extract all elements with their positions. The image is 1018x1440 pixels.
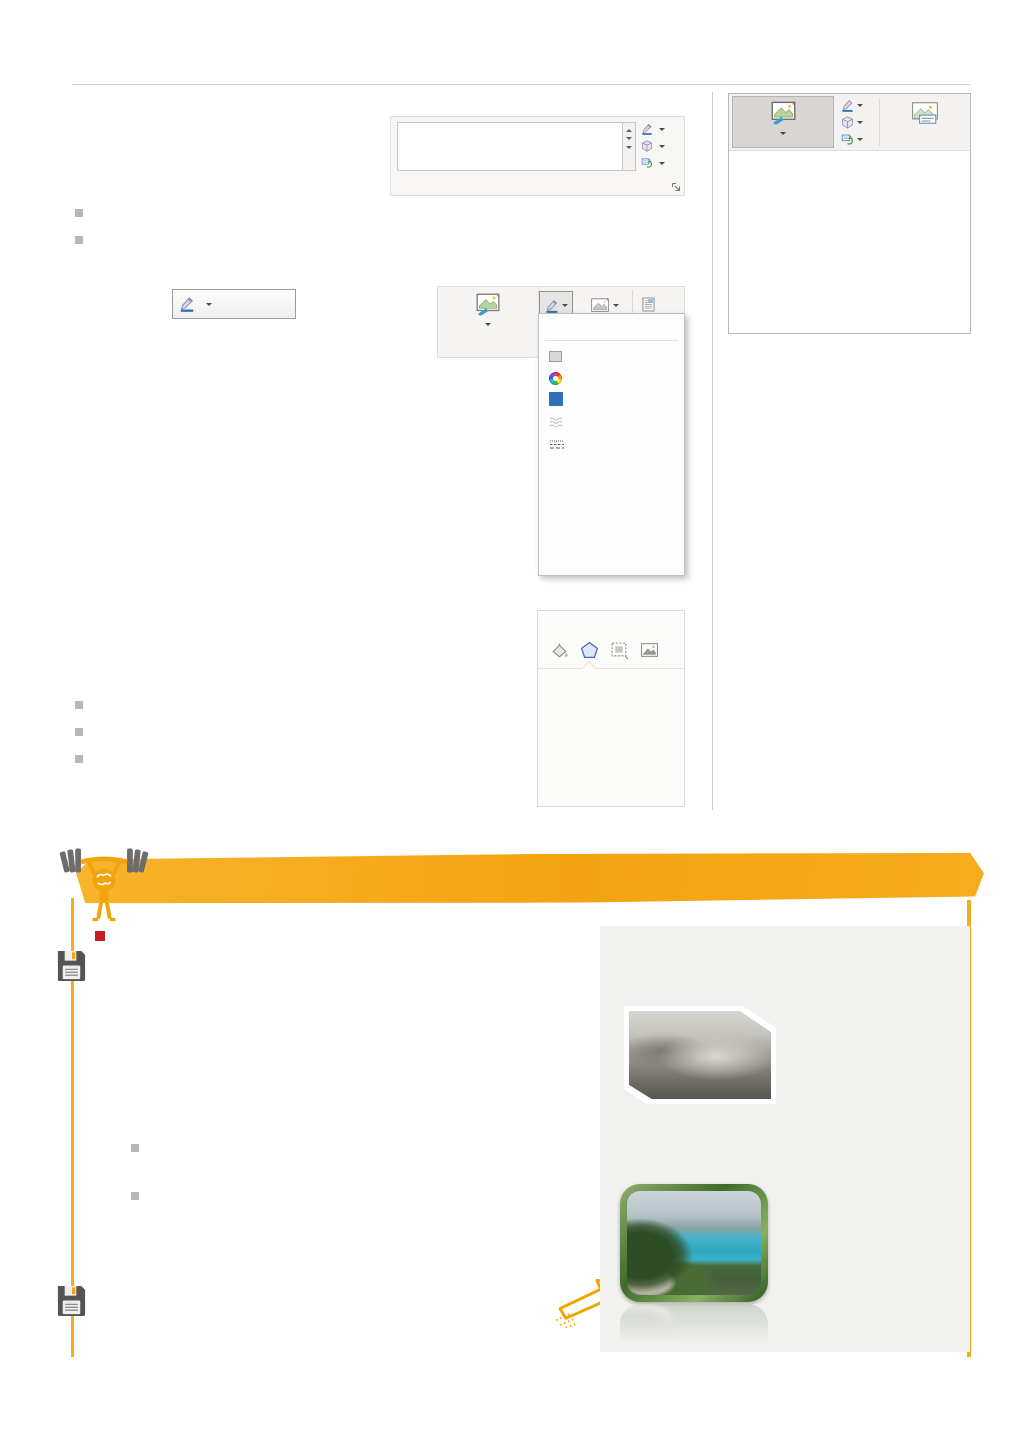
chevron-down-icon — [562, 304, 568, 310]
column-divider — [712, 92, 713, 810]
chevron-down-icon — [659, 162, 665, 168]
bildlayout-ribbon-button[interactable] — [641, 155, 665, 171]
photo-image — [629, 1011, 771, 1099]
chevron-down-icon — [206, 303, 212, 309]
gallery-more-icon[interactable] — [626, 149, 632, 167]
bullet-icon — [75, 236, 83, 244]
photo-reflection — [620, 1304, 768, 1348]
floppy-disk-icon — [55, 948, 88, 988]
bullet-icon — [75, 209, 83, 217]
bullet-icon — [131, 1144, 139, 1152]
picture-icon — [590, 297, 610, 314]
chevron-down-icon — [659, 145, 665, 151]
bullet-icon — [75, 755, 83, 763]
bildrahmen-button[interactable] — [172, 289, 296, 319]
bullet-icon — [75, 701, 83, 709]
dashes-icon — [549, 439, 569, 449]
task-text — [149, 1185, 569, 1200]
dialog-launcher-icon[interactable] — [671, 179, 681, 197]
pane-divider-notch — [582, 661, 596, 675]
gallery-scrollbar[interactable] — [623, 122, 636, 171]
color-wheel-icon — [549, 372, 569, 385]
menu-item-skizziert[interactable] — [549, 411, 674, 433]
photo-image — [627, 1191, 761, 1295]
menu-item-striche[interactable] — [549, 433, 674, 455]
picture-effects-small-button[interactable] — [841, 114, 863, 131]
picture-layout-small-button[interactable] — [841, 131, 863, 148]
chevron-down-icon — [485, 323, 491, 329]
pen-icon — [841, 99, 854, 112]
task-text — [149, 1137, 569, 1152]
task-c-sub1 — [131, 1137, 569, 1152]
bildrahmen-ribbon-button[interactable] — [641, 121, 665, 137]
pen-icon — [641, 123, 653, 135]
effects-pentagon-icon[interactable] — [580, 641, 599, 659]
menu-item-keine-kontur[interactable] — [549, 345, 674, 367]
picture-styles-grid — [729, 150, 970, 334]
layout-icon — [641, 157, 653, 169]
pen-icon — [545, 299, 559, 313]
outline-color-dropdown — [538, 313, 685, 576]
woerthersee-photo — [624, 1006, 776, 1104]
bildeffekte-ribbon-button[interactable] — [641, 138, 665, 154]
no-outline-icon — [549, 351, 569, 362]
bullet-icon — [131, 1192, 139, 1200]
solution-document-preview — [600, 926, 970, 1352]
line-weight-icon — [549, 392, 569, 408]
schnellformatvorlagen-button-pressed[interactable] — [732, 96, 834, 148]
format-picture-pane — [537, 610, 685, 807]
effects-cube-icon — [641, 140, 653, 152]
toolbar-separator — [879, 98, 880, 146]
weightlifter-icon — [56, 838, 152, 935]
chevron-down-icon — [857, 138, 863, 144]
screenshot-picture-styles-gallery — [728, 93, 971, 334]
attersee-photo — [620, 1184, 768, 1302]
menu-separator — [545, 340, 678, 341]
picture-tab-icon[interactable] — [640, 642, 659, 658]
chevron-down-icon — [857, 104, 863, 110]
menu-item-weitere-konturfarben[interactable] — [549, 367, 674, 389]
scroll-down-icon[interactable] — [626, 137, 632, 143]
pen-icon — [179, 296, 195, 312]
page-icon — [642, 297, 655, 312]
chevron-down-icon — [857, 121, 863, 127]
picture-styles-icon — [770, 100, 796, 130]
screenshot-ribbon-bildformatvorlagen — [390, 116, 685, 196]
chevron-down-icon — [613, 304, 619, 310]
sketched-line-icon — [549, 417, 569, 427]
menu-item-staerke[interactable] — [549, 389, 674, 411]
scroll-up-icon[interactable] — [626, 126, 632, 132]
header-rule — [72, 84, 970, 85]
pane-divider — [538, 668, 684, 669]
picture-styles-icon — [475, 292, 501, 321]
trainingsbox-banner — [76, 851, 984, 906]
floppy-disk-icon — [55, 1283, 88, 1323]
task-c-sub2 — [131, 1185, 569, 1200]
effects-cube-icon — [841, 116, 854, 129]
alternativtext-button[interactable] — [883, 96, 967, 148]
alt-text-icon — [911, 101, 939, 130]
chevron-down-icon — [780, 132, 786, 138]
size-properties-icon[interactable] — [610, 641, 629, 659]
layout-icon — [841, 133, 854, 146]
picture-border-small-button[interactable] — [841, 97, 863, 114]
chevron-down-icon — [659, 128, 665, 134]
picture-styles-gallery — [397, 122, 623, 171]
schnellformatvorlagen-button[interactable] — [438, 287, 539, 358]
fill-bucket-icon[interactable] — [550, 642, 569, 659]
bullet-icon — [75, 728, 83, 736]
